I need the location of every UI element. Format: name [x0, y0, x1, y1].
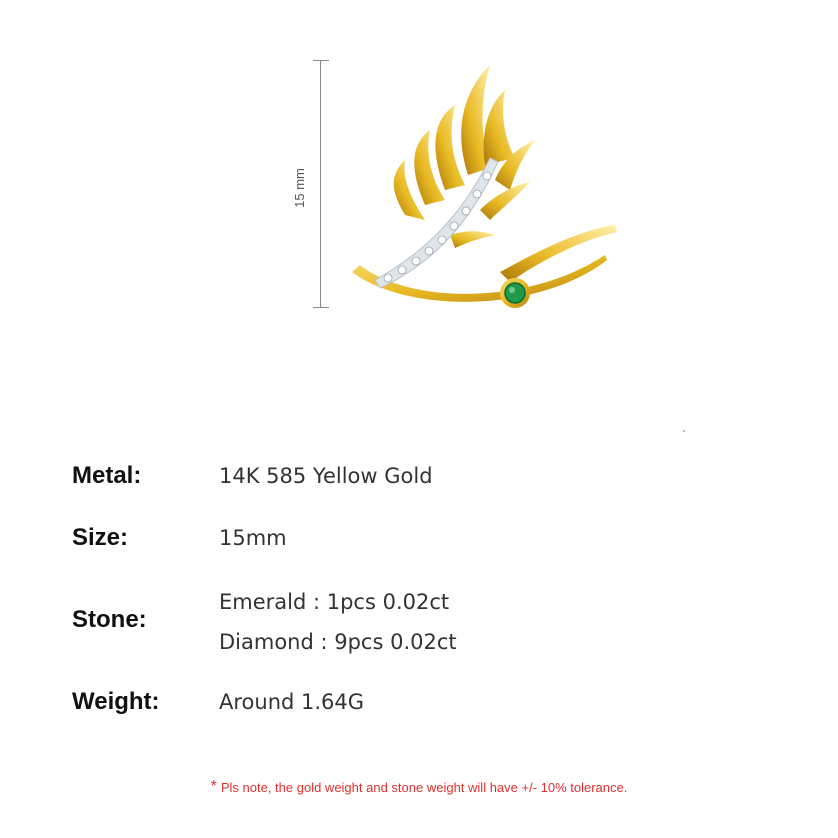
weight-label: Weight:	[72, 688, 160, 715]
dimension-marker	[318, 60, 324, 308]
size-value: 15mm	[219, 526, 287, 550]
product-figure	[0, 0, 838, 400]
stone-label: Stone:	[72, 606, 147, 633]
feather-quill-5	[484, 90, 515, 165]
ring-band-arm	[500, 225, 617, 282]
metal-value: 14K 585 Yellow Gold	[219, 464, 433, 488]
feather-ring-image	[330, 50, 630, 330]
feather-spine	[375, 158, 498, 288]
stone-value-emerald: Emerald : 1pcs 0.02ct	[219, 590, 450, 614]
size-label: Size:	[72, 524, 129, 551]
dimension-line	[320, 60, 321, 308]
asterisk: *	[210, 778, 217, 795]
tolerance-note-text: Pls note, the gold weight and stone weight will have +/- 10% tolerance.	[220, 780, 628, 795]
dimension-label: 15 mm	[292, 168, 307, 208]
dimension-cap-top	[313, 60, 329, 61]
weight-value: Around 1.64G	[219, 690, 365, 714]
tolerance-note	[0, 778, 838, 796]
stray-dot	[683, 430, 685, 432]
emerald-stone	[505, 283, 525, 303]
metal-label: Metal:	[72, 462, 142, 489]
feather-quill-3	[435, 105, 465, 190]
feather-quill-8	[450, 231, 495, 248]
dimension-cap-bottom	[313, 307, 329, 308]
stone-value-diamond: Diamond : 9pcs 0.02ct	[219, 630, 457, 654]
feather-quill-7	[480, 182, 530, 220]
